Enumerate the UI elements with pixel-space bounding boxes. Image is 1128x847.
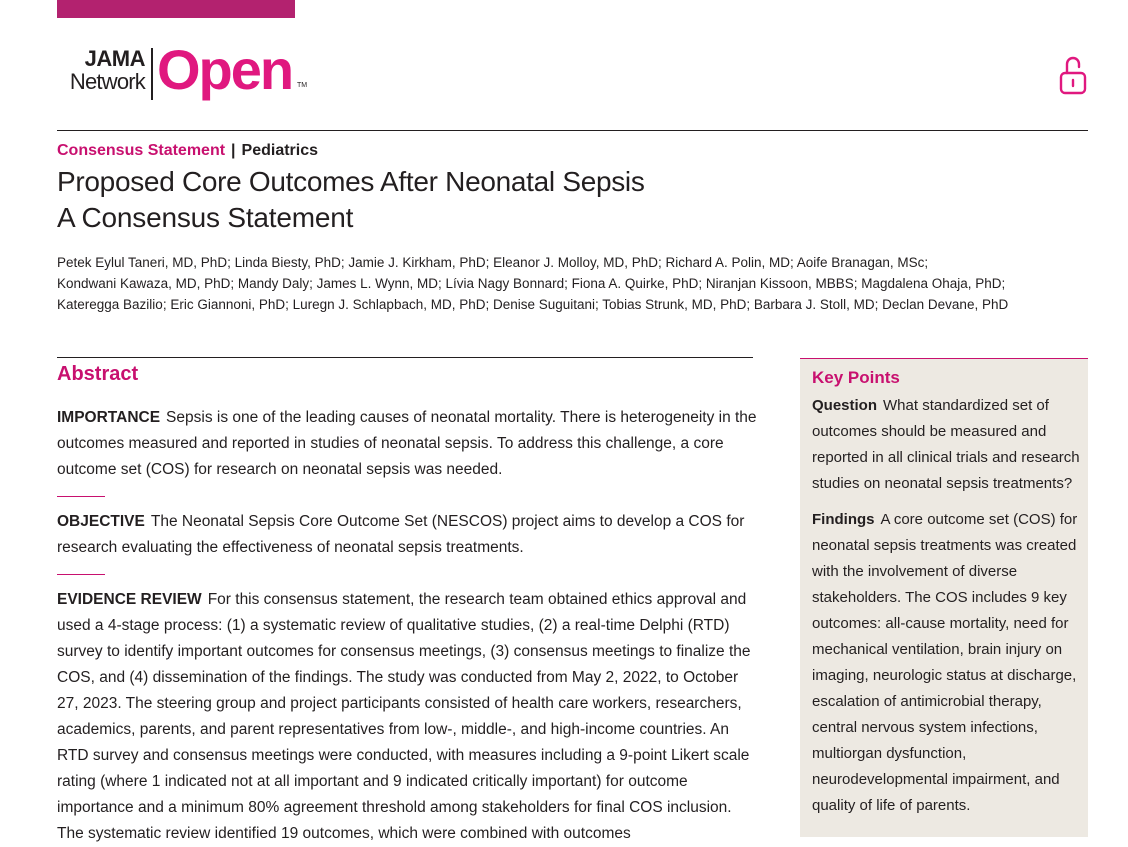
- key-points-box: [800, 358, 1088, 837]
- importance-paragraph: [57, 405, 757, 483]
- question-paragraph: [812, 393, 1080, 497]
- objective-label: OBJECTIVE: [57, 513, 145, 530]
- evidence-review-label: EVIDENCE REVIEW: [57, 591, 202, 608]
- logo-divider: [151, 48, 153, 100]
- author-line: Kateregga Bazilio; Eric Giannoni, PhD; Luregn J. Schlapbach, MD, PhD; Denise Suguitani; Tobias Strunk, MD, PhD; Barbara J. Stoll, MD; Declan Devane, PhD: [57, 297, 1009, 312]
- findings-text: A core outcome set (COS) for neonatal sepsis treatments was created with the involvement of diverse stakeholders. The COS includes 9 key outcomes: all-cause mortality, need for mechanical ventilation, brain injury on imaging, neurologic status at discharge, escalation of antimicrobial therapy, central nervous system infections, multiorgan dysfunction, neurodevelopmental impairment, and quality of life of parents.: [812, 511, 1078, 814]
- article-category: Consensus Statement: [57, 142, 226, 159]
- logo-open-text: Open: [157, 38, 293, 101]
- logo-jama-text: JAMA: [84, 46, 145, 71]
- question-text: What standardized set of outcomes should be measured and reported in all clinical trials and research studies on neonatal sepsis treatments?: [812, 397, 1080, 492]
- author-line: Petek Eylul Taneri, MD, PhD; Linda Biesty, PhD; Jamie J. Kirkham, PhD; Eleanor J. Molloy, MD, PhD; Richard A. Polin, MD; Aoife Branagan, MSc;: [57, 255, 929, 270]
- section-divider: [57, 496, 105, 497]
- question-label: Question: [812, 397, 878, 414]
- objective-text: The Neonatal Sepsis Core Outcome Set (NESCOS) project aims to develop a COS for research evaluating the effectiveness of neonatal sepsis treatments.: [57, 513, 745, 556]
- objective-paragraph: [57, 509, 757, 561]
- abstract-heading: Abstract: [57, 363, 139, 385]
- abstract-rule: [57, 357, 753, 358]
- importance-text: Sepsis is one of the leading causes of neonatal mortality. There is heterogeneity in the outcomes measured and reported in studies of neonatal sepsis. To address this challenge, a core outcome set (COS) for research on neonatal sepsis was needed.: [57, 409, 757, 478]
- article-type-separator: |: [231, 142, 236, 159]
- article-subtitle: A Consensus Statement: [57, 202, 354, 233]
- key-points-heading: Key Points: [812, 368, 900, 387]
- article-title: Proposed Core Outcomes After Neonatal Sepsis: [57, 166, 645, 197]
- abstract-body: [57, 405, 757, 847]
- author-line: Kondwani Kawaza, MD, PhD; Mandy Daly; James L. Wynn, MD; Lívia Nagy Bonnard; Fiona A. Quirke, PhD; Niranjan Kissoon, MBBS; Magdalena Ohaja, PhD;: [57, 276, 1006, 291]
- findings-paragraph: [812, 507, 1080, 819]
- article-subcategory: Pediatrics: [241, 142, 319, 159]
- open-access-lock-icon: [1058, 53, 1088, 95]
- journal-color-bar: [57, 0, 295, 18]
- importance-label: IMPORTANCE: [57, 409, 161, 426]
- section-divider: [57, 574, 105, 575]
- logo-trademark: TM: [297, 82, 308, 89]
- findings-label: Findings: [812, 511, 875, 528]
- evidence-review-paragraph: [57, 587, 757, 847]
- logo-network-text: Network: [69, 69, 145, 94]
- article-type-line: [57, 141, 318, 161]
- evidence-review-text: For this consensus statement, the research team obtained ethics approval and used a 4-stage process: (1) a systematic review of qualitative studies, (2) a real-time Delphi (RTD) survey to identify important outcomes for consensus meetings, (3) consensus meetings to finalize the COS, and (4) dissemination of the findings. The study was conducted from May 2, 2022, to October 27, 2023. The steering group and project participants consisted of health care workers, researchers, academics, parents, and parent representatives from low-, middle-, and high-income countries. An RTD survey and consensus meetings were conducted, with measures including a 9-point Likert scale rating (where 1 indicated not at all important and 9 indicated critically important) for outcome importance and a minimum 80% agreement threshold among stakeholders for final COS inclusion. The systematic review identified 19 outcomes, which were combined with outcomes: [57, 591, 751, 842]
- author-list: [57, 252, 1097, 315]
- header-rule: [57, 130, 1088, 131]
